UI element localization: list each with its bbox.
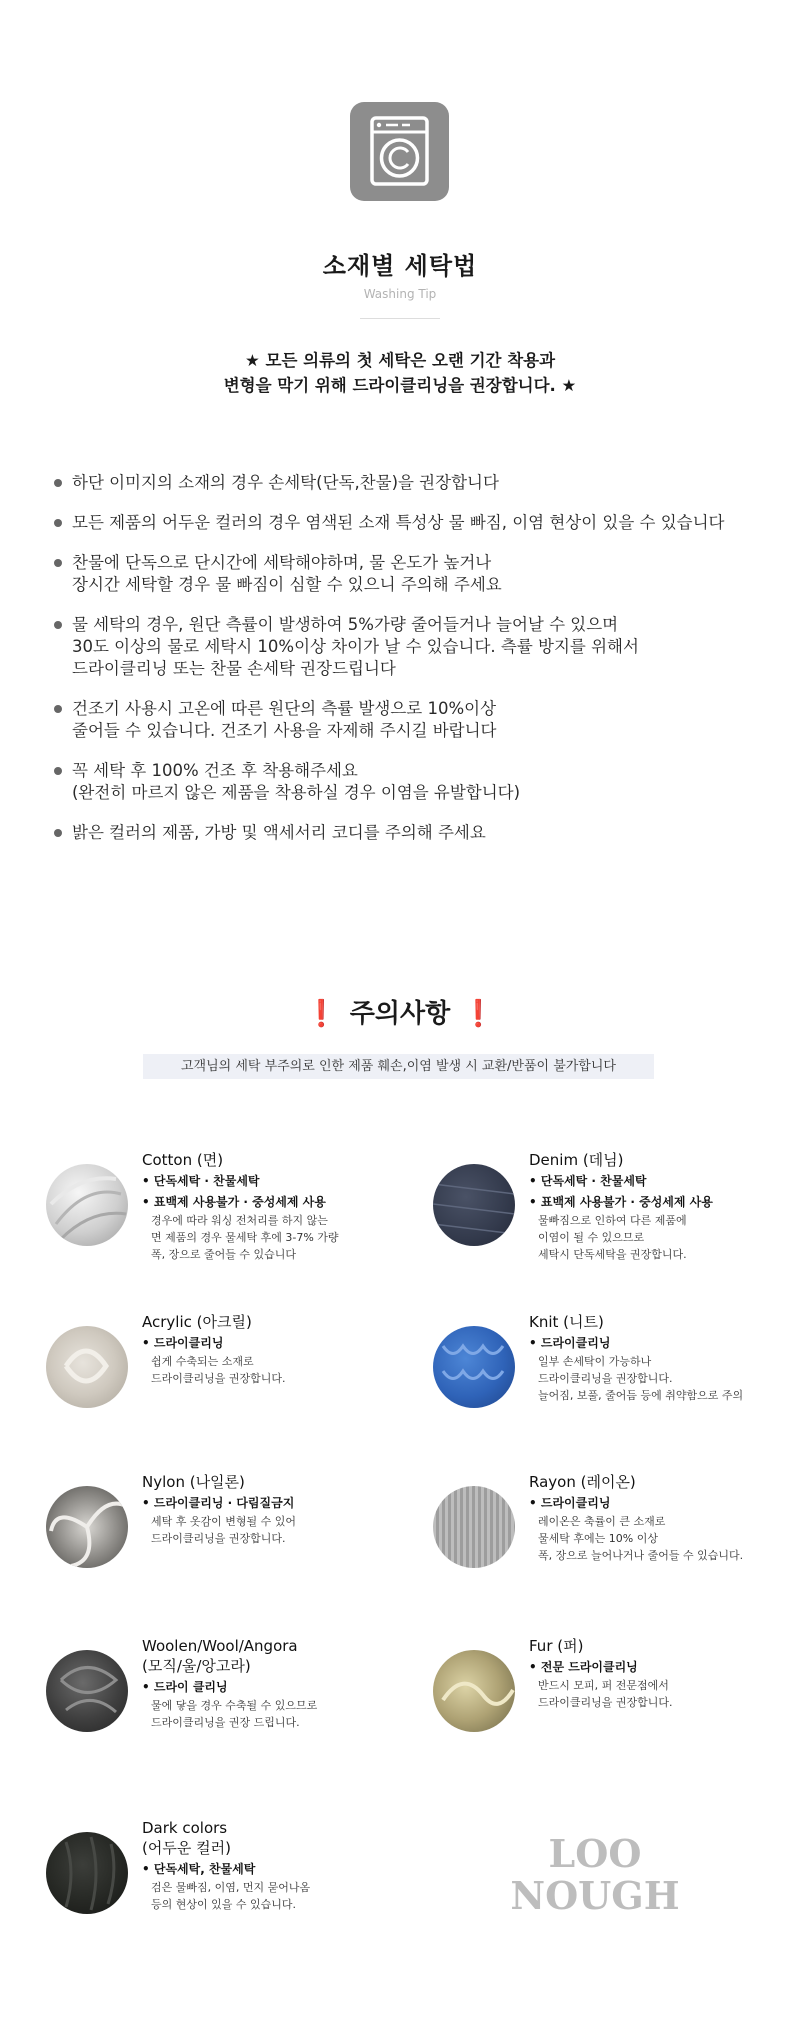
bullet-icon [54, 479, 62, 487]
tip-item: 건조기 사용시 고온에 따른 원단의 측률 발생으로 10%이상 줄어들 수 있습니다. 건조기 사용을 자제해 주시길 바랍니다 [52, 698, 772, 742]
care-instruction: • 드라이 클리닝 [142, 1678, 392, 1697]
title-divider [360, 318, 440, 319]
care-note: 세탁 후 옷감이 변형될 수 있어 드라이클리닝을 권장합니다. [151, 1515, 296, 1545]
care-instruction: • 드라이클리닝 [529, 1334, 779, 1353]
material-name: Fur (퍼) [529, 1637, 584, 1655]
care-instruction: • 단독세탁, 찬물세탁 [142, 1860, 392, 1879]
care-instruction: • 표백제 사용불가 · 중성세제 사용 [529, 1193, 779, 1212]
caution-text: 고객님의 세탁 부주의로 인한 제품 훼손,이염 발생 시 교환/반품이 불가합니다 [143, 1054, 654, 1079]
care-note: 쉽게 수축되는 소재로 드라이클리닝을 권장합니다. [151, 1355, 286, 1385]
fur-swatch-image [433, 1650, 515, 1732]
acrylic-swatch-image [46, 1326, 128, 1408]
material-name: Acrylic (아크릴) [142, 1313, 252, 1331]
material-name: Knit (니트) [529, 1313, 604, 1331]
tip-item: 찬물에 단독으로 단시간에 세탁해야하며, 물 온도가 높거나 장시간 세탁할 경우 물 빠짐이 심할 수 있으니 주의해 주세요 [52, 552, 772, 596]
bullet-icon [54, 829, 62, 837]
notice-line-1: ★ 모든 의류의 첫 세탁은 오랜 기간 착용과 [244, 351, 556, 370]
first-wash-notice [0, 348, 800, 398]
care-instruction: • 전문 드라이클리닝 [529, 1658, 779, 1677]
rayon-swatch-image [433, 1486, 515, 1568]
care-instruction: • 드라이클리닝 [142, 1334, 392, 1353]
tip-item: 하단 이미지의 소재의 경우 손세탁(단독,찬물)을 권장합니다 [52, 472, 772, 494]
care-note: 검은 물빠짐, 이염, 먼지 묻어나옴 등의 현상이 있을 수 있습니다. [151, 1881, 311, 1911]
caution-heading: ❗ 주의사항 ❗ [305, 999, 495, 1029]
washing-tips-list [52, 472, 772, 862]
care-instruction: • 드라이클리닝 · 다림질금지 [142, 1494, 392, 1513]
brand-logo: LOO NOUGH [510, 1831, 680, 1918]
wool-swatch-image [46, 1650, 128, 1732]
material-name: Nylon (나일론) [142, 1473, 245, 1491]
material-name: Cotton (면) [142, 1151, 224, 1169]
tip-item: 밝은 컬러의 제품, 가방 및 액세서리 코디를 주의해 주세요 [52, 822, 772, 844]
care-note: 반드시 모피, 퍼 전문점에서 드라이클리닝을 권장합니다. [538, 1679, 673, 1709]
bullet-icon [54, 519, 62, 527]
knit-swatch-image [433, 1326, 515, 1408]
care-note: 레이온은 축률이 큰 소재로 물세탁 후에는 10% 이상 폭, 장으로 늘어나거나 줄어들 수 있습니다. [538, 1515, 744, 1562]
care-instruction: • 단독세탁 · 찬물세탁 [529, 1172, 779, 1191]
care-note: 물빠짐으로 인하여 다른 제품에 이염이 될 수 있으므로 세탁시 단독세탁을 권장합니다. [538, 1214, 687, 1261]
bullet-icon [54, 621, 62, 629]
denim-swatch-image [433, 1164, 515, 1246]
notice-line-2: 변형을 막기 위해 드라이클리닝을 권장합니다. ★ [223, 376, 577, 395]
cotton-swatch-image [46, 1164, 128, 1246]
material-name: Woolen/Wool/Angora (모직/울/앙고라) [142, 1637, 298, 1675]
bullet-icon [54, 559, 62, 567]
washing-machine-icon [350, 102, 449, 201]
care-instruction: • 표백제 사용불가 · 중성세제 사용 [142, 1193, 392, 1212]
tip-item: 물 세탁의 경우, 원단 측률이 발생하여 5%가량 줄어들거나 늘어날 수 있으며 30도 이상의 물로 세탁시 10%이상 차이가 날 수 있습니다. 측률 방지를 위해서 드라이클리닝 또는 찬물 손세탁 권장드립니다 [52, 614, 772, 680]
material-name: Denim (데님) [529, 1151, 624, 1169]
material-name: Dark colors (어두운 컬러) [142, 1819, 231, 1857]
care-note: 경우에 따라 워싱 전처리를 하지 않는 면 제품의 경우 물세탁 후에 3-7% 가량 폭, 장으로 줄어들 수 있습니다 [151, 1214, 339, 1261]
page-subtitle: Washing Tip [363, 287, 437, 301]
care-instruction: • 단독세탁 · 찬물세탁 [142, 1172, 392, 1191]
care-note: 일부 손세탁이 가능하나 드라이클리닝을 권장합니다. 늘어짐, 보풀, 줄어듬 등에 취약함으로 주의 [538, 1355, 744, 1402]
tip-item: 모든 제품의 어두운 컬러의 경우 염색된 소재 특성상 물 빠짐, 이염 현상이 있을 수 있습니다 [52, 512, 772, 534]
nylon-swatch-image [46, 1486, 128, 1568]
bullet-icon [54, 767, 62, 775]
exclamation-icon: ❗ [305, 999, 338, 1029]
page-title: 소재별 세탁법 [322, 252, 478, 280]
care-instruction: • 드라이클리닝 [529, 1494, 779, 1513]
material-name: Rayon (레이온) [529, 1473, 636, 1491]
dark-colors-swatch-image [46, 1832, 128, 1914]
care-note: 물에 닿을 경우 수축될 수 있으므로 드라이클리닝을 권장 드립니다. [151, 1699, 318, 1729]
tip-item: 꼭 세탁 후 100% 건조 후 착용해주세요 (완전히 마르지 않은 제품을 착용하실 경우 이염을 유발합니다) [52, 760, 772, 804]
bullet-icon [54, 705, 62, 713]
exclamation-icon: ❗ [462, 999, 495, 1029]
